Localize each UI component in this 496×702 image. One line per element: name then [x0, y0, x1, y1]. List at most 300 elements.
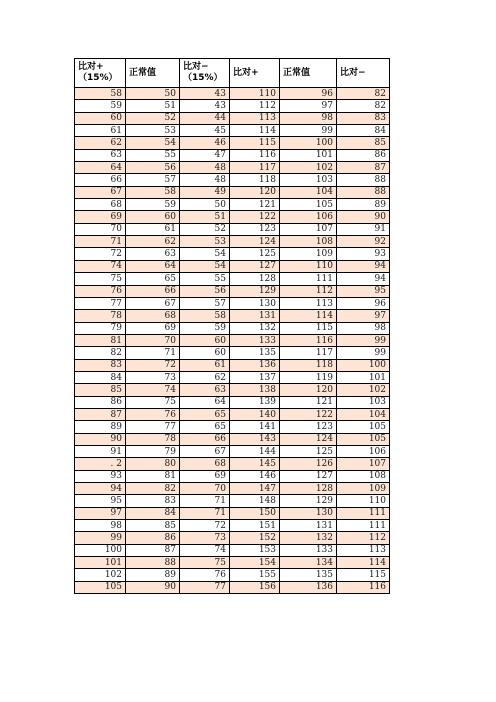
table-row: [75, 285, 390, 297]
table-cell: 84: [75, 371, 126, 383]
table-cell: 91: [337, 223, 390, 235]
table-row: [75, 359, 390, 371]
header-sublabel: （15%）: [183, 73, 223, 83]
table-cell: 71: [75, 236, 126, 248]
table-row: [75, 371, 390, 383]
table-cell: 129: [280, 495, 337, 507]
table-cell: 139: [230, 396, 280, 408]
table-cell: 88: [337, 186, 390, 198]
table-cell: 68: [126, 310, 180, 322]
table-row: [75, 137, 390, 149]
table-cell: 90: [126, 581, 180, 593]
table-cell: 114: [337, 557, 390, 569]
table-row: [75, 248, 390, 260]
table-cell: 63: [75, 149, 126, 161]
header-label: 比对+: [78, 62, 104, 72]
table-cell: 70: [75, 223, 126, 235]
header-label: 比对−: [183, 62, 209, 72]
table-cell: 79: [75, 322, 126, 334]
table-cell: 56: [126, 162, 180, 174]
table-row: [75, 88, 390, 100]
table-cell: 59: [75, 100, 126, 112]
table-cell: 82: [337, 88, 390, 100]
table-row: [75, 445, 390, 457]
table-cell: 77: [126, 421, 180, 433]
table-cell: 71: [180, 495, 230, 507]
table-cell: 79: [126, 445, 180, 457]
table-cell: 82: [337, 100, 390, 112]
table-cell: 120: [230, 186, 280, 198]
header-compare-plus-1: [75, 59, 126, 88]
table-cell: 155: [230, 569, 280, 581]
table-cell: 105: [280, 199, 337, 211]
table-cell: 112: [337, 532, 390, 544]
table-cell: 65: [180, 421, 230, 433]
table-cell: 47: [180, 149, 230, 161]
table-cell: 54: [180, 260, 230, 272]
table-cell: 43: [180, 100, 230, 112]
header-compare-minus-1: [180, 59, 230, 88]
table-cell: 137: [230, 371, 280, 383]
table-cell: 108: [280, 236, 337, 248]
table-row: [75, 211, 390, 223]
table-cell: 136: [280, 581, 337, 593]
table-cell: 102: [75, 569, 126, 581]
header-label: 正常值: [283, 67, 311, 78]
table-cell: 104: [280, 186, 337, 198]
table-cell: 69: [126, 322, 180, 334]
table-cell: 84: [337, 125, 390, 137]
table-cell: 81: [126, 470, 180, 482]
table-cell: 121: [230, 199, 280, 211]
table-cell: 51: [126, 100, 180, 112]
table-row: [75, 470, 390, 482]
header-label: 比对+: [233, 67, 259, 78]
table-cell: 129: [230, 285, 280, 297]
table-cell: 76: [180, 569, 230, 581]
table-cell: 105: [337, 421, 390, 433]
table-cell: 154: [230, 557, 280, 569]
table-cell: 140: [230, 408, 280, 420]
table-cell: 100: [75, 544, 126, 556]
table-cell: 105: [337, 433, 390, 445]
table-cell: 97: [280, 100, 337, 112]
table-cell: 67: [180, 445, 230, 457]
data-table: [74, 58, 390, 594]
table-cell: 113: [230, 112, 280, 124]
table-cell: 74: [75, 260, 126, 272]
table-cell: 87: [337, 162, 390, 174]
table-cell: 128: [230, 273, 280, 285]
table-cell: 102: [337, 384, 390, 396]
table-cell: 81: [75, 334, 126, 346]
table-cell: 78: [126, 433, 180, 445]
table-cell: 132: [230, 322, 280, 334]
table-cell: 110: [280, 260, 337, 272]
table-cell: 61: [75, 125, 126, 137]
table-row: [75, 236, 390, 248]
table-cell: 119: [280, 371, 337, 383]
table-cell: 88: [337, 174, 390, 186]
table-cell: 44: [180, 112, 230, 124]
table-cell: 99: [75, 532, 126, 544]
table-cell: 148: [230, 495, 280, 507]
table-cell: 75: [75, 273, 126, 285]
table-row: [75, 223, 390, 235]
table-cell: 72: [75, 248, 126, 260]
table-cell: 109: [280, 248, 337, 260]
table-cell: 53: [180, 236, 230, 248]
table-row: [75, 347, 390, 359]
table-cell: 59: [180, 322, 230, 334]
table-cell: 110: [337, 495, 390, 507]
table-cell: 122: [230, 211, 280, 223]
table-cell: 111: [337, 507, 390, 519]
table-cell: 83: [126, 495, 180, 507]
table-cell: 117: [280, 347, 337, 359]
table-cell: 109: [337, 483, 390, 495]
table-cell: 57: [180, 297, 230, 309]
table-cell: 102: [280, 162, 337, 174]
table-cell: 62: [126, 236, 180, 248]
table-cell: 152: [230, 532, 280, 544]
table-cell: 84: [126, 507, 180, 519]
table-row: [75, 557, 390, 569]
table-cell: 68: [180, 458, 230, 470]
table-cell: 75: [180, 557, 230, 569]
table-cell: 135: [280, 569, 337, 581]
table-cell: 73: [180, 532, 230, 544]
table-cell: 85: [126, 520, 180, 532]
table-row: [75, 199, 390, 211]
table-cell: 58: [126, 186, 180, 198]
table-row: [75, 433, 390, 445]
table-row: [75, 495, 390, 507]
table-cell: 77: [180, 581, 230, 593]
table-cell: 46: [180, 137, 230, 149]
table-cell: 65: [126, 273, 180, 285]
table-cell: 133: [230, 334, 280, 346]
table-cell: 115: [230, 137, 280, 149]
table-cell: 62: [75, 137, 126, 149]
table-cell: 156: [230, 581, 280, 593]
table-cell: 123: [230, 223, 280, 235]
table-cell: 58: [180, 310, 230, 322]
table-cell: 72: [180, 520, 230, 532]
table-cell: 43: [180, 88, 230, 100]
table-cell: 63: [126, 248, 180, 260]
table-cell: 65: [180, 408, 230, 420]
table-cell: 59: [126, 199, 180, 211]
table-cell: 82: [126, 483, 180, 495]
table-cell: 124: [230, 236, 280, 248]
table-cell: 125: [280, 445, 337, 457]
table-cell: 138: [230, 384, 280, 396]
header-label: 比对−: [340, 67, 366, 78]
table-cell: 91: [75, 445, 126, 457]
table-row: [75, 569, 390, 581]
table-cell: 112: [230, 100, 280, 112]
table-cell: 111: [337, 520, 390, 532]
table-cell: 87: [126, 544, 180, 556]
table-cell: 104: [337, 408, 390, 420]
table-cell: 116: [280, 334, 337, 346]
table-cell: 99: [337, 334, 390, 346]
table-cell: 108: [337, 470, 390, 482]
table-cell: 132: [280, 532, 337, 544]
table-cell: 114: [230, 125, 280, 137]
table-cell: 71: [180, 507, 230, 519]
table-cell: 86: [337, 149, 390, 161]
table-row: [75, 297, 390, 309]
table-cell: 118: [230, 174, 280, 186]
table-cell: 74: [180, 544, 230, 556]
table-cell: 89: [126, 569, 180, 581]
table-cell: 141: [230, 421, 280, 433]
table-cell: 56: [180, 285, 230, 297]
table-cell: 97: [337, 310, 390, 322]
table-cell: 77: [75, 297, 126, 309]
table-cell: 50: [180, 199, 230, 211]
table-cell: 94: [337, 260, 390, 272]
header-row: [75, 59, 390, 88]
table-cell: 60: [180, 334, 230, 346]
table-row: [75, 408, 390, 420]
table-cell: 94: [337, 273, 390, 285]
table-cell: 69: [75, 211, 126, 223]
table-cell: 92: [337, 236, 390, 248]
table-cell: 61: [126, 223, 180, 235]
table-row: [75, 322, 390, 334]
table-cell: 66: [126, 285, 180, 297]
table-row: [75, 186, 390, 198]
table-cell: 76: [126, 408, 180, 420]
table-cell: 106: [337, 445, 390, 457]
table-cell: 115: [337, 569, 390, 581]
table-cell: 130: [280, 507, 337, 519]
table-row: [75, 112, 390, 124]
table-row: [75, 520, 390, 532]
table-cell: 107: [337, 458, 390, 470]
table-cell: 82: [75, 347, 126, 359]
table-cell: 58: [75, 88, 126, 100]
table-cell: 89: [337, 199, 390, 211]
table-row: [75, 100, 390, 112]
table-cell: 71: [126, 347, 180, 359]
table-cell: 86: [126, 532, 180, 544]
header-normal-2: [280, 59, 337, 88]
table-cell: 131: [280, 520, 337, 532]
table-cell: 78: [75, 310, 126, 322]
table-cell: 60: [75, 112, 126, 124]
table-cell: 83: [75, 359, 126, 371]
table-cell: 95: [75, 495, 126, 507]
header-sublabel: （15%）: [78, 73, 118, 83]
table-cell: 100: [337, 359, 390, 371]
table-cell: 101: [280, 149, 337, 161]
table-cell: 70: [126, 334, 180, 346]
table-cell: 68: [75, 199, 126, 211]
table-cell: 120: [280, 384, 337, 396]
table-cell: 98: [75, 520, 126, 532]
table-cell: 136: [230, 359, 280, 371]
table-row: [75, 162, 390, 174]
table-row: [75, 334, 390, 346]
table-cell: 49: [180, 186, 230, 198]
table-cell: 145: [230, 458, 280, 470]
table-cell: 107: [280, 223, 337, 235]
table-cell: 87: [75, 408, 126, 420]
table-cell: 45: [180, 125, 230, 137]
table-cell: 67: [126, 297, 180, 309]
table-cell: 70: [180, 483, 230, 495]
table-cell: 101: [75, 557, 126, 569]
table-cell: 64: [180, 396, 230, 408]
table-cell: 99: [337, 347, 390, 359]
table-cell: 76: [75, 285, 126, 297]
table-cell: 80: [126, 458, 180, 470]
table-cell: 50: [126, 88, 180, 100]
table-cell: 110: [230, 88, 280, 100]
table-cell: 128: [280, 483, 337, 495]
table-cell: 51: [180, 211, 230, 223]
table-row: [75, 581, 390, 593]
table-cell: 96: [280, 88, 337, 100]
table-cell: 73: [126, 371, 180, 383]
header-compare-minus-2: [337, 59, 390, 88]
table-cell: 134: [280, 557, 337, 569]
table-body: [75, 88, 390, 594]
table-cell: 103: [280, 174, 337, 186]
table-cell: 153: [230, 544, 280, 556]
table-cell: 93: [75, 470, 126, 482]
table-cell: 113: [337, 544, 390, 556]
table-cell: 126: [280, 458, 337, 470]
table-cell: 69: [180, 470, 230, 482]
table-cell: 127: [280, 470, 337, 482]
table-cell: 48: [180, 162, 230, 174]
table-cell: 89: [75, 421, 126, 433]
table-cell: 106: [280, 211, 337, 223]
table-cell: 64: [75, 162, 126, 174]
table-cell: 60: [180, 347, 230, 359]
table-cell: 72: [126, 359, 180, 371]
table-cell: 86: [75, 396, 126, 408]
table-cell: 54: [126, 137, 180, 149]
table-cell: 122: [280, 408, 337, 420]
table-cell: 144: [230, 445, 280, 457]
table-cell: 85: [337, 137, 390, 149]
table-cell: 98: [280, 112, 337, 124]
table-cell: 85: [75, 384, 126, 396]
table-cell: 111: [280, 273, 337, 285]
table-cell: 48: [180, 174, 230, 186]
table-cell: 75: [126, 396, 180, 408]
table-cell: 101: [337, 371, 390, 383]
table-row: [75, 544, 390, 556]
table-row: [75, 483, 390, 495]
table-cell: 99: [280, 125, 337, 137]
table-row: [75, 458, 390, 470]
table-cell: 131: [230, 310, 280, 322]
table-cell: 143: [230, 433, 280, 445]
table-cell: 115: [280, 322, 337, 334]
table-row: [75, 149, 390, 161]
table-cell: 118: [280, 359, 337, 371]
table-cell: 116: [337, 581, 390, 593]
table-cell: 90: [337, 211, 390, 223]
table-cell: 52: [180, 223, 230, 235]
table-cell: 54: [180, 248, 230, 260]
table-cell: 94: [75, 483, 126, 495]
table-row: [75, 507, 390, 519]
table-row: [75, 396, 390, 408]
table-cell: 127: [230, 260, 280, 272]
table-row: [75, 260, 390, 272]
table-cell: 146: [230, 470, 280, 482]
table-cell: 53: [126, 125, 180, 137]
table-cell: 105: [75, 581, 126, 593]
table-cell: 83: [337, 112, 390, 124]
table-cell: 96: [337, 297, 390, 309]
table-cell: 150: [230, 507, 280, 519]
table-cell: 147: [230, 483, 280, 495]
table-cell: 100: [280, 137, 337, 149]
table-cell: 121: [280, 396, 337, 408]
table-cell: 113: [280, 297, 337, 309]
table-row: [75, 384, 390, 396]
table-cell: 88: [126, 557, 180, 569]
table-row: [75, 532, 390, 544]
table-row: [75, 310, 390, 322]
table-cell: 64: [126, 260, 180, 272]
table-row: [75, 273, 390, 285]
table-cell: 57: [126, 174, 180, 186]
table-cell: 66: [75, 174, 126, 186]
header-label: 正常值: [129, 67, 157, 78]
table-cell: 124: [280, 433, 337, 445]
table-cell: 123: [280, 421, 337, 433]
table-cell: 63: [180, 384, 230, 396]
table-cell: 114: [280, 310, 337, 322]
table-cell: 74: [126, 384, 180, 396]
table-cell: 116: [230, 149, 280, 161]
table-cell: 95: [337, 285, 390, 297]
table-row: [75, 174, 390, 186]
table-cell: 130: [230, 297, 280, 309]
table-cell: . 2: [75, 458, 126, 470]
table-cell: 135: [230, 347, 280, 359]
table-row: [75, 421, 390, 433]
table-cell: 151: [230, 520, 280, 532]
table-cell: 62: [180, 371, 230, 383]
table-cell: 93: [337, 248, 390, 260]
table-cell: 60: [126, 211, 180, 223]
table-cell: 55: [126, 149, 180, 161]
table-cell: 117: [230, 162, 280, 174]
table-row: [75, 125, 390, 137]
header-compare-plus-2: [230, 59, 280, 88]
header-normal-1: [126, 59, 180, 88]
table-cell: 112: [280, 285, 337, 297]
table-cell: 55: [180, 273, 230, 285]
table-cell: 125: [230, 248, 280, 260]
table-cell: 90: [75, 433, 126, 445]
table-cell: 52: [126, 112, 180, 124]
table-cell: 97: [75, 507, 126, 519]
table-cell: 98: [337, 322, 390, 334]
table-cell: 103: [337, 396, 390, 408]
